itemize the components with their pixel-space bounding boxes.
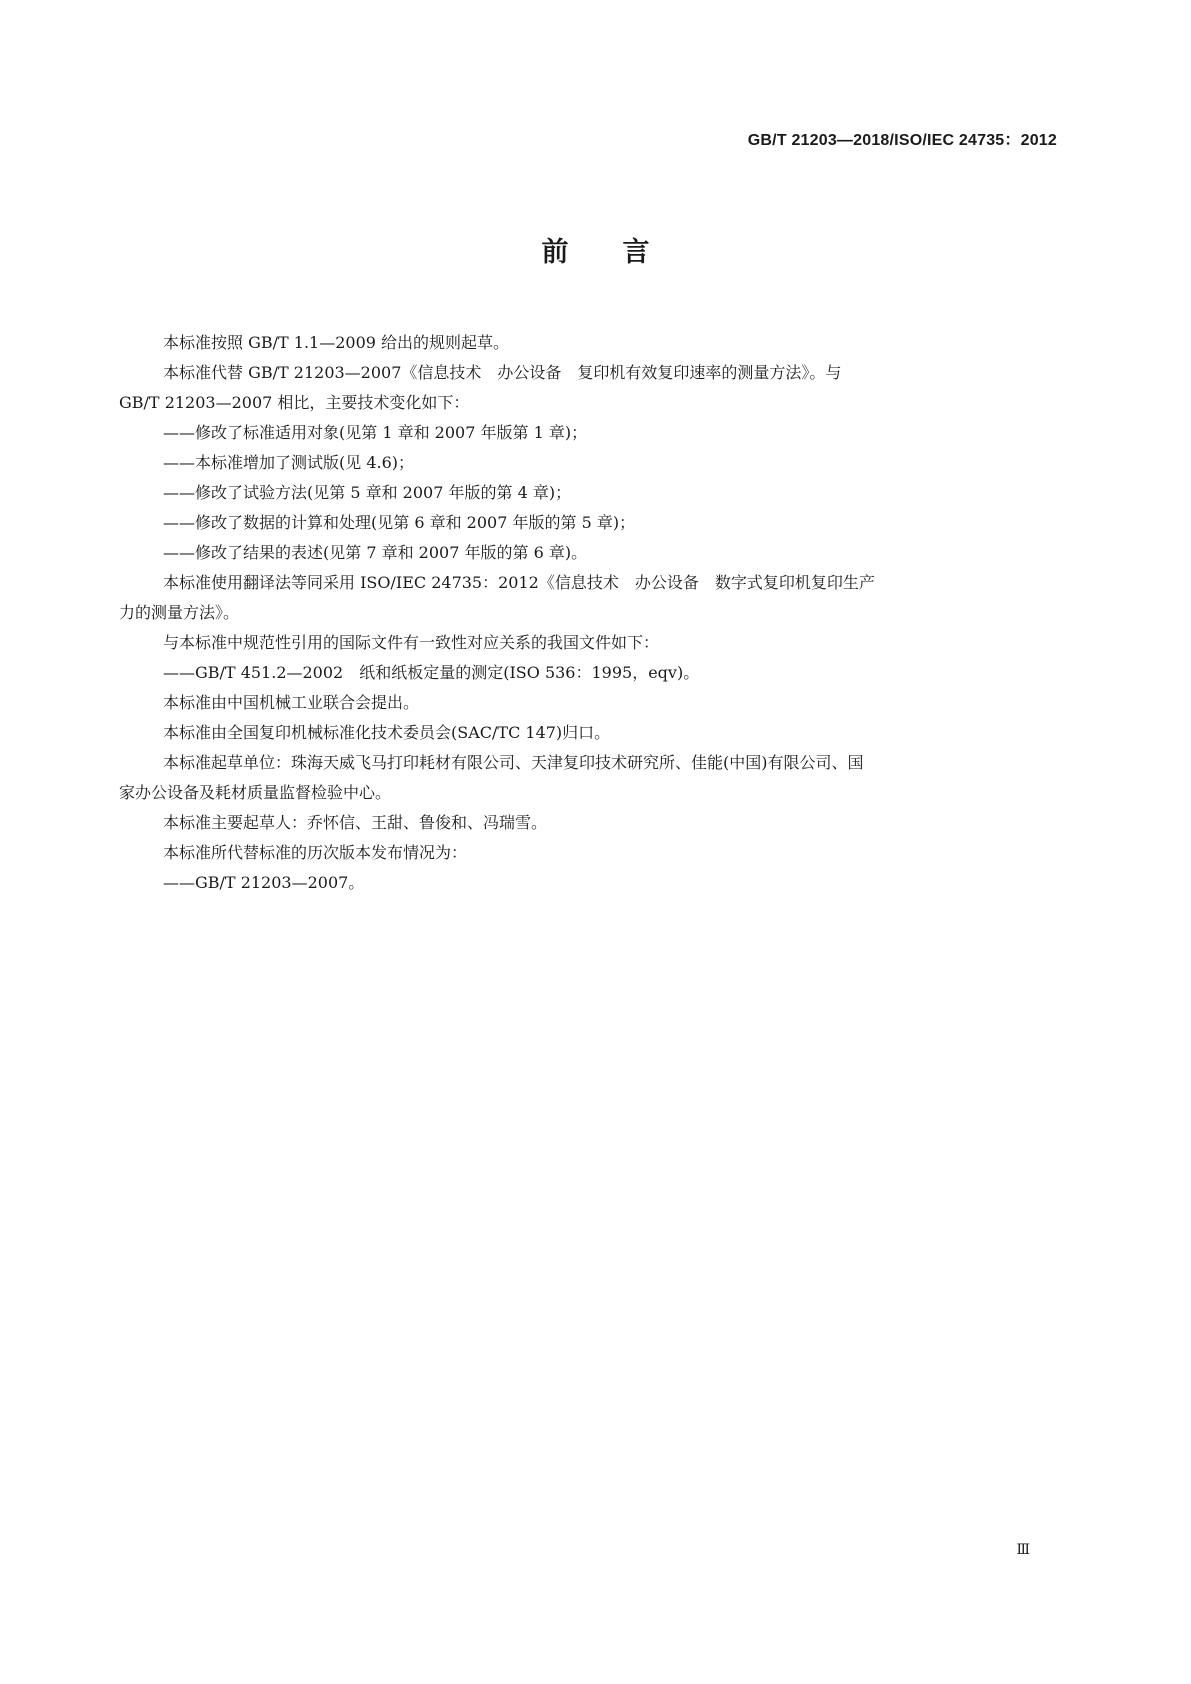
paragraph-continuation: GB/T 21203—2007 相比，主要技术变化如下： — [119, 393, 470, 412]
paragraph-continuation: 家办公设备及耗材质量监督检验中心。 — [119, 783, 392, 802]
standard-code-header: GB/T 21203—2018/ISO/IEC 24735：2012 — [747, 132, 1057, 149]
list-item: ——GB/T 21203—2007。 — [163, 873, 365, 892]
list-item: ——修改了数据的计算和处理(见第 6 章和 2007 年版的第 5 章)； — [163, 513, 636, 532]
paragraph: 与本标准中规范性引用的国际文件有一致性对应关系的我国文件如下： — [163, 633, 660, 652]
list-item: ——GB/T 451.2—2002 纸和纸板定量的测定(ISO 536：1995，eqv)。 — [163, 663, 700, 682]
paragraph: 本标准所代替标准的历次版本发布情况为： — [163, 843, 468, 862]
foreword-body — [119, 328, 1054, 898]
paragraph: 本标准起草单位：珠海天威飞马打印耗材有限公司、天津复印技术研究所、佳能(中国)有限公司、国 — [163, 753, 864, 772]
paragraph-continuation: 力的测量方法》。 — [119, 603, 240, 622]
list-item: ——修改了标准适用对象(见第 1 章和 2007 年版第 1 章)； — [163, 423, 588, 442]
paragraph: 本标准代替 GB/T 21203—2007《信息技术 办公设备 复印机有效复印速率的测量方法》。与 — [163, 363, 842, 382]
page-title: 前言 — [541, 237, 704, 268]
paragraph: 本标准由中国机械工业联合会提出。 — [163, 693, 420, 712]
list-item: ——本标准增加了测试版(见 4.6)； — [163, 453, 415, 472]
page-number: Ⅲ — [1016, 1542, 1030, 1558]
paragraph: 本标准按照 GB/T 1.1—2009 给出的规则起草。 — [163, 333, 510, 352]
list-item: ——修改了结果的表述(见第 7 章和 2007 年版的第 6 章)。 — [163, 543, 588, 562]
paragraph: 本标准使用翻译法等同采用 ISO/IEC 24735：2012《信息技术 办公设备 数字式复印机复印生产 — [163, 573, 875, 592]
paragraph: 本标准由全国复印机械标准化技术委员会(SAC/TC 147)归口。 — [163, 723, 611, 742]
paragraph: 本标准主要起草人：乔怀信、王甜、鲁俊和、冯瑞雪。 — [163, 813, 548, 832]
list-item: ——修改了试验方法(见第 5 章和 2007 年版的第 4 章)； — [163, 483, 572, 502]
